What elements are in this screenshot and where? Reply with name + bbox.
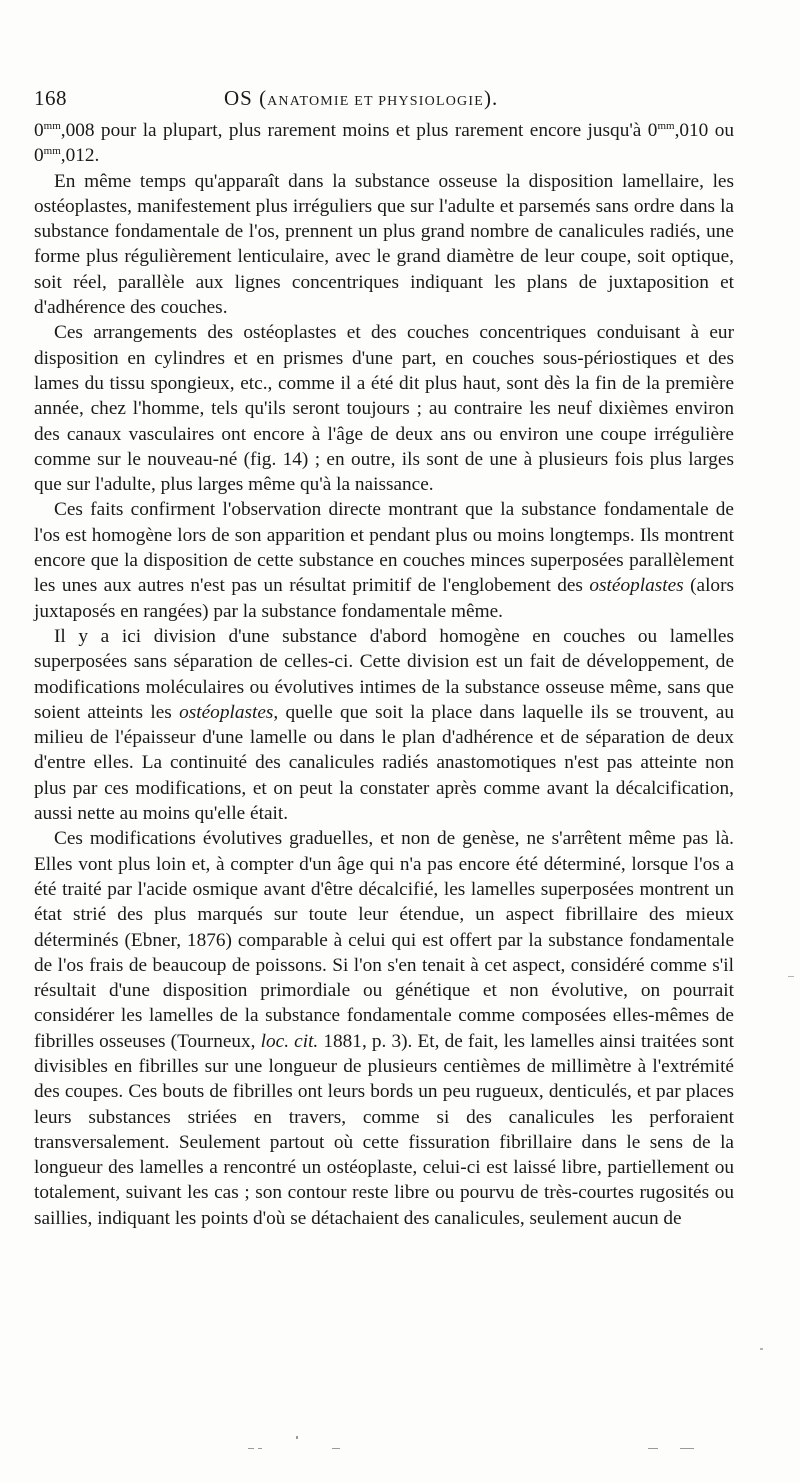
text-run: ,010 ou 0	[34, 120, 735, 167]
text-run: ,008 pour la plupart, plus rarement moins et plus rarement encore jusqu'à 0	[60, 120, 658, 141]
unit-superscript: mm	[43, 145, 61, 158]
paragraph	[34, 624, 734, 826]
print-specks	[0, 1430, 800, 1460]
italic-term: ostéoplastes	[179, 701, 274, 723]
running-head-main: OS (	[224, 86, 268, 110]
page-header	[34, 86, 734, 116]
body-text	[34, 118, 734, 1231]
paragraph: En même temps qu'apparaît dans la substance osseuse la disposition lamellaire, les ostéoplastes, manifestement plus irréguliers que sur l'adulte et parsemés sans ordre dans la substance fondamentale de l'os, prennent un plus grand nombre de canalicules radiés, une forme plus régulièrement lenticulaire, avec le grand diamètre de leur coupe, soit optique, soit réel, parallèle aux lignes concentriques indiquant les plans de juxtaposition et d'adhérence des couches.	[34, 170, 734, 319]
page-number: 168	[34, 86, 67, 110]
running-head	[224, 86, 498, 111]
running-head-end: ).	[483, 86, 499, 110]
italic-term: ostéoplastes	[589, 575, 684, 597]
running-head-subtitle: ANATOMIE ET PHYSIOLOGIE	[267, 94, 484, 109]
speck	[248, 1448, 254, 1449]
text-run: Il y a ici division d'une substance d'abord homogène en couches ou lamelles superposées sans séparation de celles-ci. Cette division est un fait de développement, de modifications moléculaires ou évolutives intimes de la substance osseuse même, sans que soient atteints les	[34, 625, 734, 723]
paragraph: Ces arrangements des ostéoplastes et des couches concentriques conduisant à eur disposition en cylindres et en prismes d'une part, en couches sous-périostiques et des lames du tissu spongieux, etc., comme il a été dit plus haut, sont dès la fin de la première année, chez l'homme, tels qu'ils seront toujours ; au contraire les neuf dixièmes environ des canaux vasculaires ont encore à l'âge de deux ans ou environ une coupe irrégulière comme sur le nouveau-né (fig. 14) ; en outre, ils sont de une à plusieurs fois plus larges que sur l'adulte, plus larges même qu'à la naissance.	[34, 322, 734, 496]
text-run: Ces faits confirment l'observation directe montrant que la substance fondamentale de l'os est homogène lors de son apparition et pendant plus ou moins longtemps. Ils montrent encore que la disposition de cette substance en couches minces superposées parallèlement les unes aux autres n'est pas un résultat primitif de l'englobement des	[34, 499, 734, 597]
italic-citation: loc. cit.	[260, 1030, 319, 1052]
text-run: ,012.	[60, 145, 100, 167]
paragraph-continued	[34, 118, 734, 169]
text-run: 0	[34, 120, 44, 141]
text-run: Ces modifications évolutives graduelles, et non de genèse, ne s'arrêtent même pas là. Elles vont plus loin et, à compter d'un âge qui n'a pas encore été déterminé, lorsque l'os a été traité par l'acide osmique avant d'être décalcifié, les lamelles superposées montrent un état strié des plus marqués sur toute leur étendue, un aspect fibrillaire des mieux déterminés (Ebner, 1876) comparable à celui qui est offert par la substance fondamentale de l'os frais de beaucoup de poissons. Si l'on s'en tenait à cet aspect, considéré comme s'il résultait d'une disposition primordiale ou génétique et non évolutive, on pourrait considérer les lamelles de la substance fondamentale comme composées elles-mêmes de fibrilles osseuses (Tourneux,	[34, 828, 734, 1052]
margin-mark	[788, 976, 794, 977]
paragraph	[34, 826, 734, 1231]
speck	[648, 1448, 658, 1449]
text-run: 1881, p. 3). Et, de fait, les lamelles ainsi traitées sont divisibles en fibrilles sur une longueur de plusieurs centièmes de millimètre à l'extrémité des coupes. Ces bouts de fibrilles ont leurs bords un peu rugueux, denticulés, et par places leurs substances striées en travers, comme si des canalicules les perforaient transversalement. Seulement partout où cette fissuration fibrillaire dans le sens de la longueur des lamelles a rencontré un ostéoplaste, celui-ci est laissé libre, partiellement ou totalement, suivant les cas ; son contour reste libre ou pourvu de très-courtes rugosités ou saillies, indiquant les points d'où se détachaient des canalicules, seulement aucun de	[34, 1030, 734, 1229]
unit-superscript: mm	[43, 120, 61, 132]
speck	[680, 1448, 694, 1449]
text-run: (alors juxtaposés en rangées) par la substance fondamentale même.	[34, 575, 734, 622]
paragraph	[34, 497, 734, 623]
speck	[332, 1448, 340, 1449]
unit-superscript: mm	[657, 120, 675, 132]
speck	[296, 1436, 298, 1439]
text-run: , quelle que soit la place dans laquelle ils se trouvent, au milieu de l'épaisseur d'une lamelle ou dans le plan d'adhérence et de séparation de deux d'entre elles. La continuité des canalicules radiés anastomotiques n'est pas atteinte non plus par ces modifications, et on peut la constater après comme avant la décalcification, aussi nette au moins qu'elle était.	[34, 701, 735, 825]
speck	[258, 1448, 262, 1449]
margin-mark	[760, 1348, 763, 1350]
